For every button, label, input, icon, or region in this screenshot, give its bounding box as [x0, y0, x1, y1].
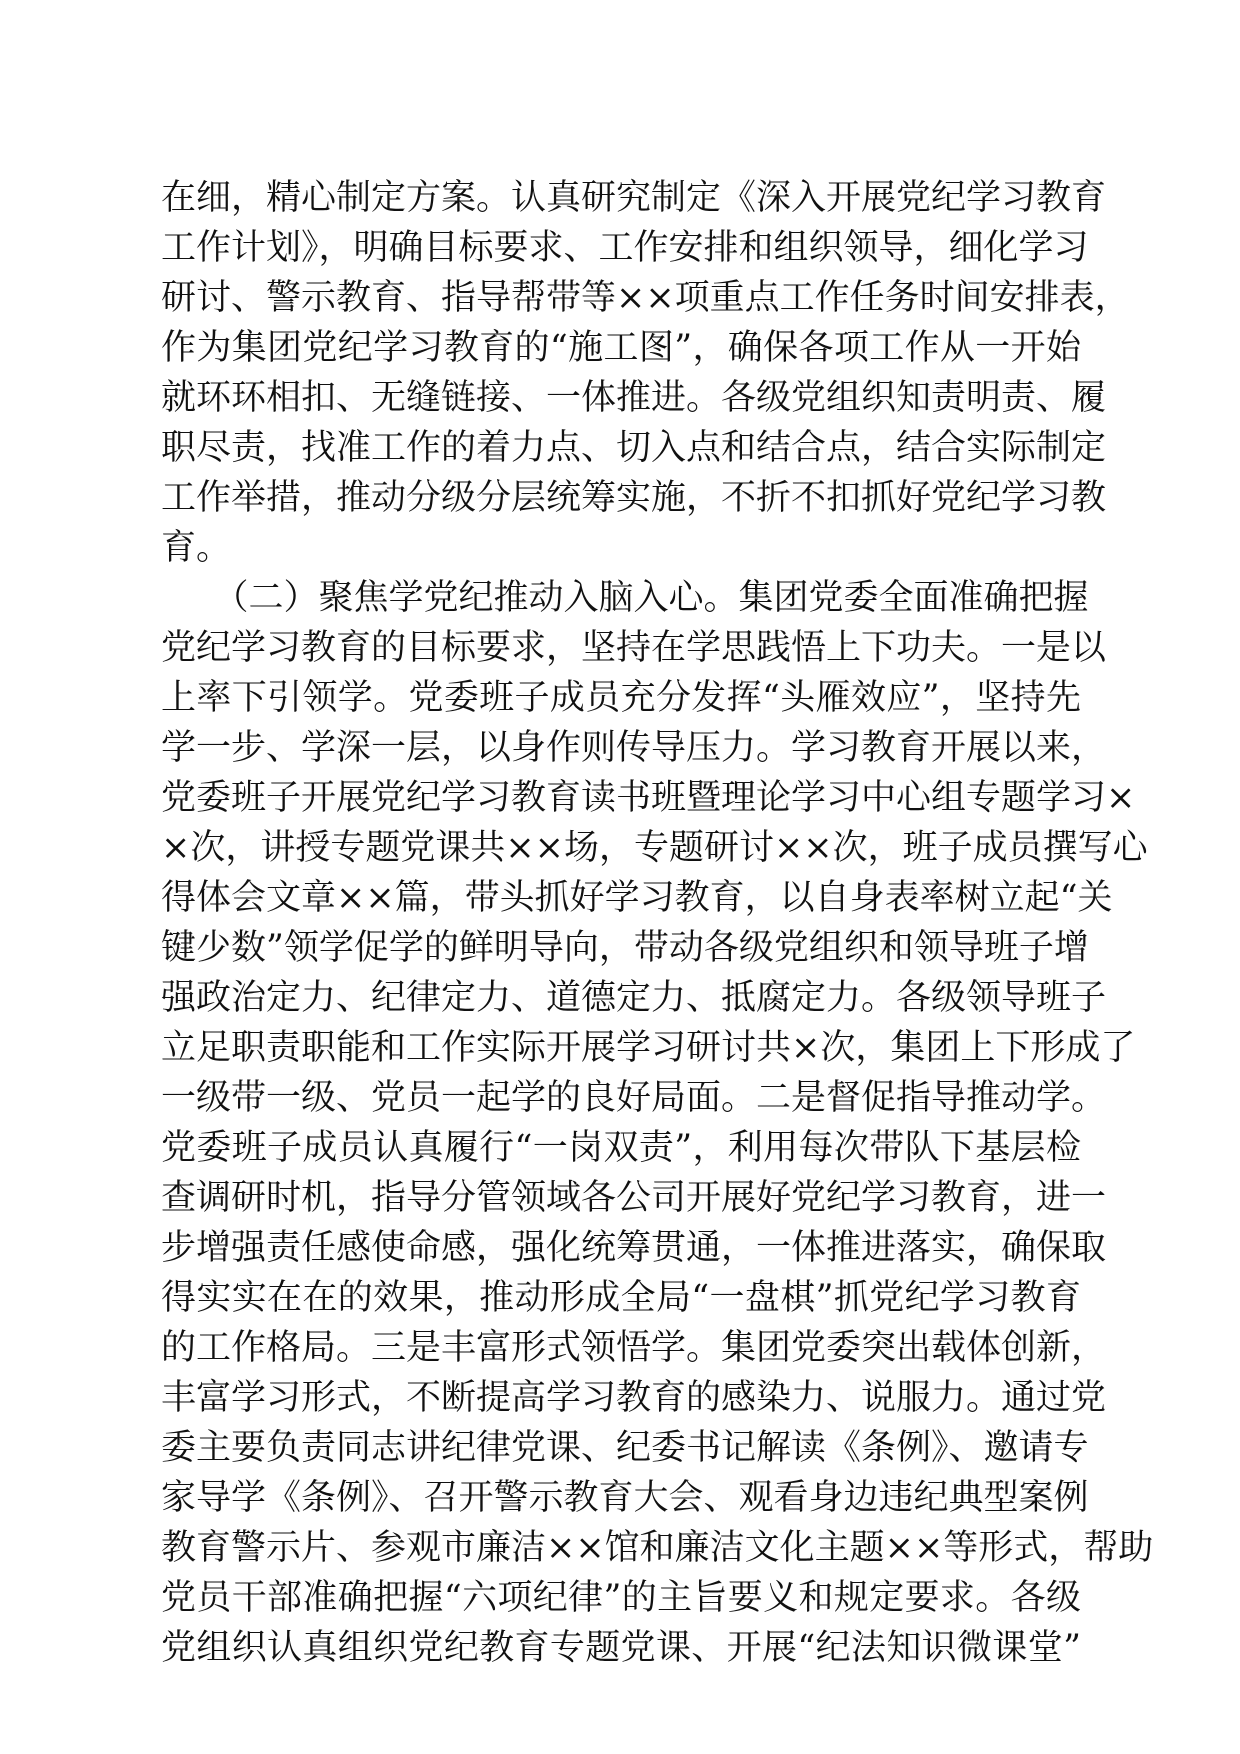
text-line: 键少数”领学促学的鲜明导向，带动各级党组织和领导班子增	[161, 928, 1089, 968]
text-line: 党委班子成员认真履行“一岗双责”，利用每次带队下基层检	[161, 1128, 1081, 1168]
text-line: 党委班子开展党纪学习教育读书班暨理论学习中心组专题学习×	[161, 778, 1136, 818]
text-line: 在细，精心制定方案。认真研究制定《深入开展党纪学习教育	[161, 178, 1107, 218]
body-text	[161, 173, 1154, 1673]
text-line: 工作计划》，明确目标要求、工作安排和组织领导，细化学习	[161, 228, 1089, 268]
text-line: 查调研时机，指导分管领域各公司开展好党纪学习教育，进一	[161, 1178, 1107, 1218]
text-line: 一级带一级、党员一起学的良好局面。二是督促指导推动学。	[161, 1078, 1107, 1118]
text-line: 职尽责，找准工作的着力点、切入点和结合点，结合实际制定	[161, 428, 1107, 468]
text-line: 上率下引领学。党委班子成员充分发挥“头雁效应”，坚持先	[161, 678, 1081, 718]
text-line: 党员干部准确把握“六项纪律”的主旨要义和规定要求。各级	[161, 1578, 1081, 1618]
text-line: 研讨、警示教育、指导帮带等××项重点工作任务时间安排表，	[161, 278, 1130, 318]
text-line: 就环环相扣、无缝链接、一体推进。各级党组织知责明责、履	[161, 378, 1107, 418]
text-line: 的工作格局。三是丰富形式领悟学。集团党委突出载体创新，	[161, 1328, 1107, 1368]
text-line: 得实实在在的效果，推动形成全局“一盘棋”抓党纪学习教育	[161, 1278, 1081, 1318]
text-line: 育。	[161, 528, 232, 568]
text-line: 步增强责任感使命感，强化统筹贯通，一体推进落实，确保取	[161, 1228, 1107, 1268]
text-line: 教育警示片、参观市廉洁××馆和廉洁文化主题××等形式，帮助	[161, 1528, 1154, 1568]
text-line: 家导学《条例》、召开警示教育大会、观看身边违纪典型案例	[161, 1478, 1089, 1518]
text-line: 工作举措，推动分级分层统筹实施，不折不扣抓好党纪学习教	[161, 478, 1107, 518]
text-line: 作为集团党纪学习教育的“施工图”，确保各项工作从一开始	[161, 328, 1081, 368]
text-line: 党组织认真组织党纪教育专题党课、开展“纪法知识微课堂”	[161, 1628, 1081, 1668]
text-line: 得体会文章××篇，带头抓好学习教育，以自身表率树立起“关	[161, 878, 1113, 918]
text-line: 立足职责职能和工作实际开展学习研讨共×次，集团上下形成了	[161, 1028, 1136, 1068]
text-line: 丰富学习形式，不断提高学习教育的感染力、说服力。通过党	[161, 1378, 1107, 1418]
text-line: 学一步、学深一层，以身作则传导压力。学习教育开展以来，	[161, 728, 1107, 768]
text-line: 强政治定力、纪律定力、道德定力、抵腐定力。各级领导班子	[161, 978, 1107, 1018]
text-line: 委主要负责同志讲纪律党课、纪委书记解读《条例》、邀请专	[161, 1428, 1089, 1468]
section-heading-line: （二）聚焦学党纪推动入脑入心。集团党委全面准确把握	[161, 578, 1089, 618]
text-line: 党纪学习教育的目标要求，坚持在学思践悟上下功夫。一是以	[161, 628, 1107, 668]
text-line: ×次，讲授专题党课共××场，专题研讨××次，班子成员撰写心	[161, 828, 1148, 868]
